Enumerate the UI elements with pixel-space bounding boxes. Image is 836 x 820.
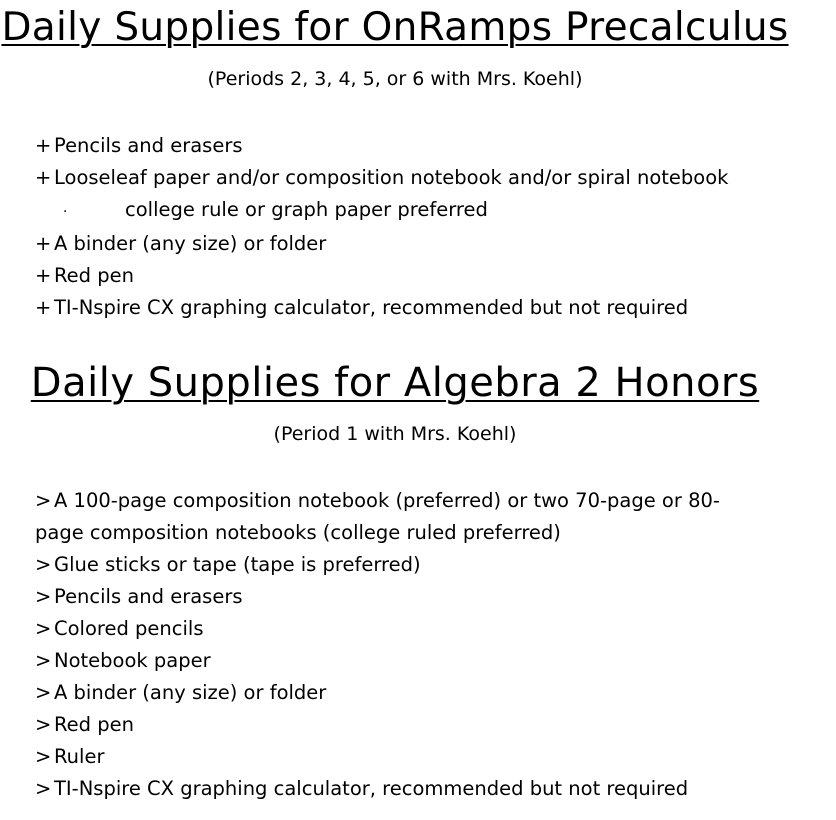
list-item bbox=[35, 613, 755, 645]
chevron-bullet: > bbox=[35, 745, 52, 768]
chevron-bullet: > bbox=[35, 777, 52, 800]
item-text: Pencils and erasers bbox=[54, 134, 243, 157]
list-item bbox=[35, 741, 755, 773]
precalc-title: Daily Supplies for OnRamps Precalculus bbox=[1, 5, 789, 50]
chevron-bullet: > bbox=[35, 713, 52, 736]
item-text: Looseleaf paper and/or composition notebook and/or spiral notebook bbox=[54, 166, 729, 189]
item-text: Glue sticks or tape (tape is preferred) bbox=[54, 553, 421, 576]
chevron-bullet: > bbox=[35, 489, 52, 512]
list-item bbox=[35, 162, 728, 194]
precalc-supply-list bbox=[35, 130, 728, 324]
sub-item-text: college rule or graph paper preferred bbox=[125, 198, 488, 221]
list-item bbox=[35, 292, 728, 324]
item-text: A 100-page composition notebook (preferred) or two 70-page or 80-page composition notebooks (college ruled preferred) bbox=[35, 489, 720, 544]
chevron-bullet: > bbox=[35, 617, 52, 640]
sub-list-item bbox=[35, 194, 728, 228]
chevron-bullet: > bbox=[35, 553, 52, 576]
algebra-subtitle: (Period 1 with Mrs. Koehl) bbox=[273, 423, 517, 445]
list-item bbox=[35, 485, 755, 549]
chevron-bullet: > bbox=[35, 681, 52, 704]
list-item bbox=[35, 677, 755, 709]
item-text: Red pen bbox=[54, 713, 134, 736]
item-text: A binder (any size) or folder bbox=[54, 232, 327, 255]
list-item bbox=[35, 773, 755, 805]
item-text: Pencils and erasers bbox=[54, 585, 243, 608]
item-text: A binder (any size) or folder bbox=[54, 681, 327, 704]
plus-bullet: + bbox=[35, 134, 52, 157]
plus-bullet: + bbox=[35, 166, 52, 189]
list-item bbox=[35, 260, 728, 292]
plus-bullet: + bbox=[35, 296, 52, 319]
list-item bbox=[35, 709, 755, 741]
item-text: TI-Nspire CX graphing calculator, recommended but not required bbox=[54, 777, 689, 800]
list-item bbox=[35, 645, 755, 677]
chevron-bullet: > bbox=[35, 649, 52, 672]
plus-bullet: + bbox=[35, 232, 52, 255]
algebra-supply-list bbox=[35, 485, 755, 805]
item-text: Colored pencils bbox=[54, 617, 204, 640]
plus-bullet: + bbox=[35, 264, 52, 287]
item-text: Notebook paper bbox=[54, 649, 211, 672]
item-text: TI-Nspire CX graphing calculator, recommended but not required bbox=[54, 296, 689, 319]
list-item bbox=[35, 581, 755, 613]
item-text: Ruler bbox=[54, 745, 105, 768]
list-item bbox=[35, 130, 728, 162]
list-item bbox=[35, 228, 728, 260]
dot-bullet: · bbox=[63, 204, 68, 220]
list-item bbox=[35, 549, 755, 581]
algebra-title: Daily Supplies for Algebra 2 Honors bbox=[30, 360, 760, 406]
chevron-bullet: > bbox=[35, 585, 52, 608]
precalc-subtitle: (Periods 2, 3, 4, 5, or 6 with Mrs. Koehl) bbox=[207, 68, 583, 90]
item-text: Red pen bbox=[54, 264, 134, 287]
